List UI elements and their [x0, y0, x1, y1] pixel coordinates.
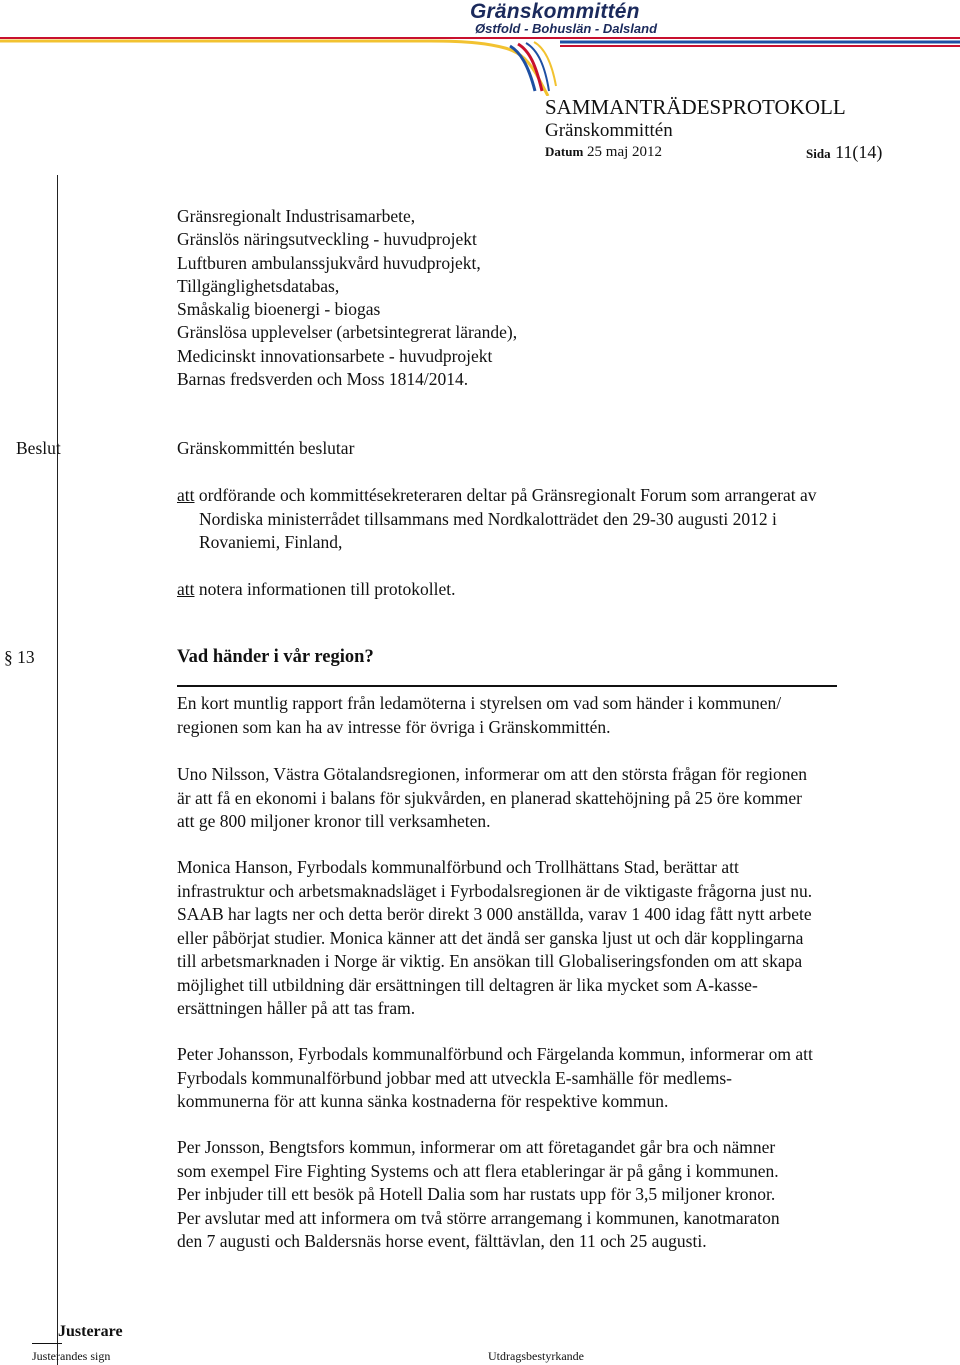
paragraph-line: att ge 800 miljoner kronor till verksamheten. [177, 811, 491, 831]
decision-text: ordförande och kommittésekreteraren deltar på Gränsregionalt Forum som arrangerat av [194, 485, 817, 505]
paragraph-line: Monica Hanson, Fyrbodals kommunalförbund och Trollhättans Stad, berättar att [177, 857, 739, 877]
page-label: Sida [806, 146, 831, 161]
paragraph-peter-johansson [177, 1043, 813, 1114]
beslut-label: Beslut [16, 438, 61, 458]
date-label: Datum [545, 144, 584, 159]
paragraph-line: regionen som kan ha av intresse för övriga i Gränskommittén. [177, 716, 611, 737]
paragraph-line: kommunerna för att kunna sänka kostnaderna för respektive kommun. [177, 1091, 669, 1111]
signature-line [32, 1343, 62, 1344]
paragraph-line: En kort muntlig rapport från ledamöterna i styrelsen om vad som händer i kommunen/ [177, 693, 782, 713]
decision-item-2 [177, 578, 455, 602]
paragraph-line: är att få en ekonomi i balans för sjukvården, en planerad skattehöjning på 25 öre kommer [177, 787, 802, 808]
paragraph-monica-hanson [177, 856, 812, 1021]
margin-rule [57, 175, 58, 1365]
paragraph-line: Peter Johansson, Fyrbodals kommunalförbund och Färgelanda kommun, informerar om att [177, 1044, 813, 1064]
document-title: SAMMANTRÄDESPROTOKOLL [545, 95, 846, 119]
paragraph-line: Per inbjuder till ett besök på Hotell Dalia som har rustats upp för 3,5 miljoner kronor. [177, 1184, 776, 1204]
list-item: Barnas fredsverden och Moss 1814/2014. [177, 369, 469, 390]
logo-name: Gränskommittén [470, 0, 640, 23]
att-word: att [177, 579, 195, 599]
paragraph-line: Uno Nilsson, Västra Götalandsregionen, informerar om att den största frågan för regionen [177, 764, 807, 784]
paragraph-line: som exempel Fire Fighting Systems och att flera etableringar är på gång i kommunen. [177, 1160, 779, 1181]
date-value: 25 maj 2012 [587, 144, 663, 160]
decision-item-1 [177, 484, 816, 555]
list-item: Gränslösa upplevelser (arbetsintegrerat lärande), [177, 322, 518, 343]
header-organization: Gränskommittén [545, 120, 673, 141]
paragraph-line: ersättningen håller på att tas fram. [177, 998, 416, 1018]
paragraph-line: Per Jonsson, Bengtsfors kommun, informerar om att företagandet går bra och nämner [177, 1137, 776, 1157]
paragraph-line: eller påbörjat studier. Monica känner att det ändå ser ganska ljust ut och där kopplingarna [177, 927, 804, 948]
logo-regions: Østfold - Bohuslän - Dalsland [475, 21, 658, 36]
paragraph-line: SAAB har lagts ner och detta berör direkt 3 000 anställda, varav 1 400 idag fått nytt arbete [177, 904, 812, 924]
decision-text: Rovaniemi, Finland, [199, 532, 343, 552]
list-item: Tillgänglighetsdatabas, [177, 275, 340, 296]
paragraph-line: infrastruktur och arbetsmaknadsläget i Fyrbodalsregionen är de viktigaste frågorna just nu. [177, 880, 813, 901]
att-word: att [177, 485, 195, 505]
paragraph-uno-nilsson [177, 763, 807, 834]
paragraph-line: Per avslutar med att informera om två större arrangemang i kommunen, kanotmaraton [177, 1207, 780, 1228]
paragraph-line: till arbetsmarknaden i Norge är viktig. En ansökan till Globaliseringsfonden om att skapa [177, 951, 803, 971]
header-date [545, 144, 662, 161]
project-list [177, 205, 517, 391]
list-item: Gränsregionalt Industrisamarbete, [177, 206, 416, 226]
list-item: Gränslös näringsutveckling - huvudprojekt [177, 229, 477, 250]
list-item: Luftburen ambulanssjukvård huvudprojekt, [177, 252, 481, 273]
section-underline [177, 685, 837, 687]
beslut-heading: Gränskommittén beslutar [177, 438, 355, 458]
decision-text: notera informationen till protokollet. [194, 579, 456, 599]
decision-text: Nordiska ministerrådet tillsammans med Nordkalotträdet den 29-30 augusti 2012 i [199, 508, 777, 529]
footer-justerare: Justerare [58, 1323, 123, 1340]
footer-utdragsbestyrkande: Utdragsbestyrkande [488, 1349, 584, 1363]
list-item: Småskalig bioenergi - biogas [177, 299, 381, 320]
list-item: Medicinskt innovationsarbete - huvudprojekt [177, 345, 493, 366]
page-value: 11(14) [835, 142, 883, 162]
paragraph-line: möjlighet till utbildning där ersättningen till deltagren är lika mycket som A-kasse- [177, 974, 758, 995]
section-number: § 13 [4, 647, 35, 667]
logo-flag-stripes [0, 36, 960, 96]
paragraph-intro [177, 692, 781, 739]
footer-justerandes-sign: Justerandes sign [32, 1349, 111, 1363]
header-page [806, 142, 882, 163]
paragraph-line: Fyrbodals kommunalförbund jobbar med att utveckla E-samhälle för medlems- [177, 1067, 732, 1088]
section-title: Vad händer i vår region? [177, 647, 374, 667]
paragraph-per-jonsson [177, 1136, 780, 1254]
paragraph-line: den 7 augusti och Baldersnäs horse event, fälttävlan, den 11 och 25 augusti. [177, 1231, 707, 1251]
